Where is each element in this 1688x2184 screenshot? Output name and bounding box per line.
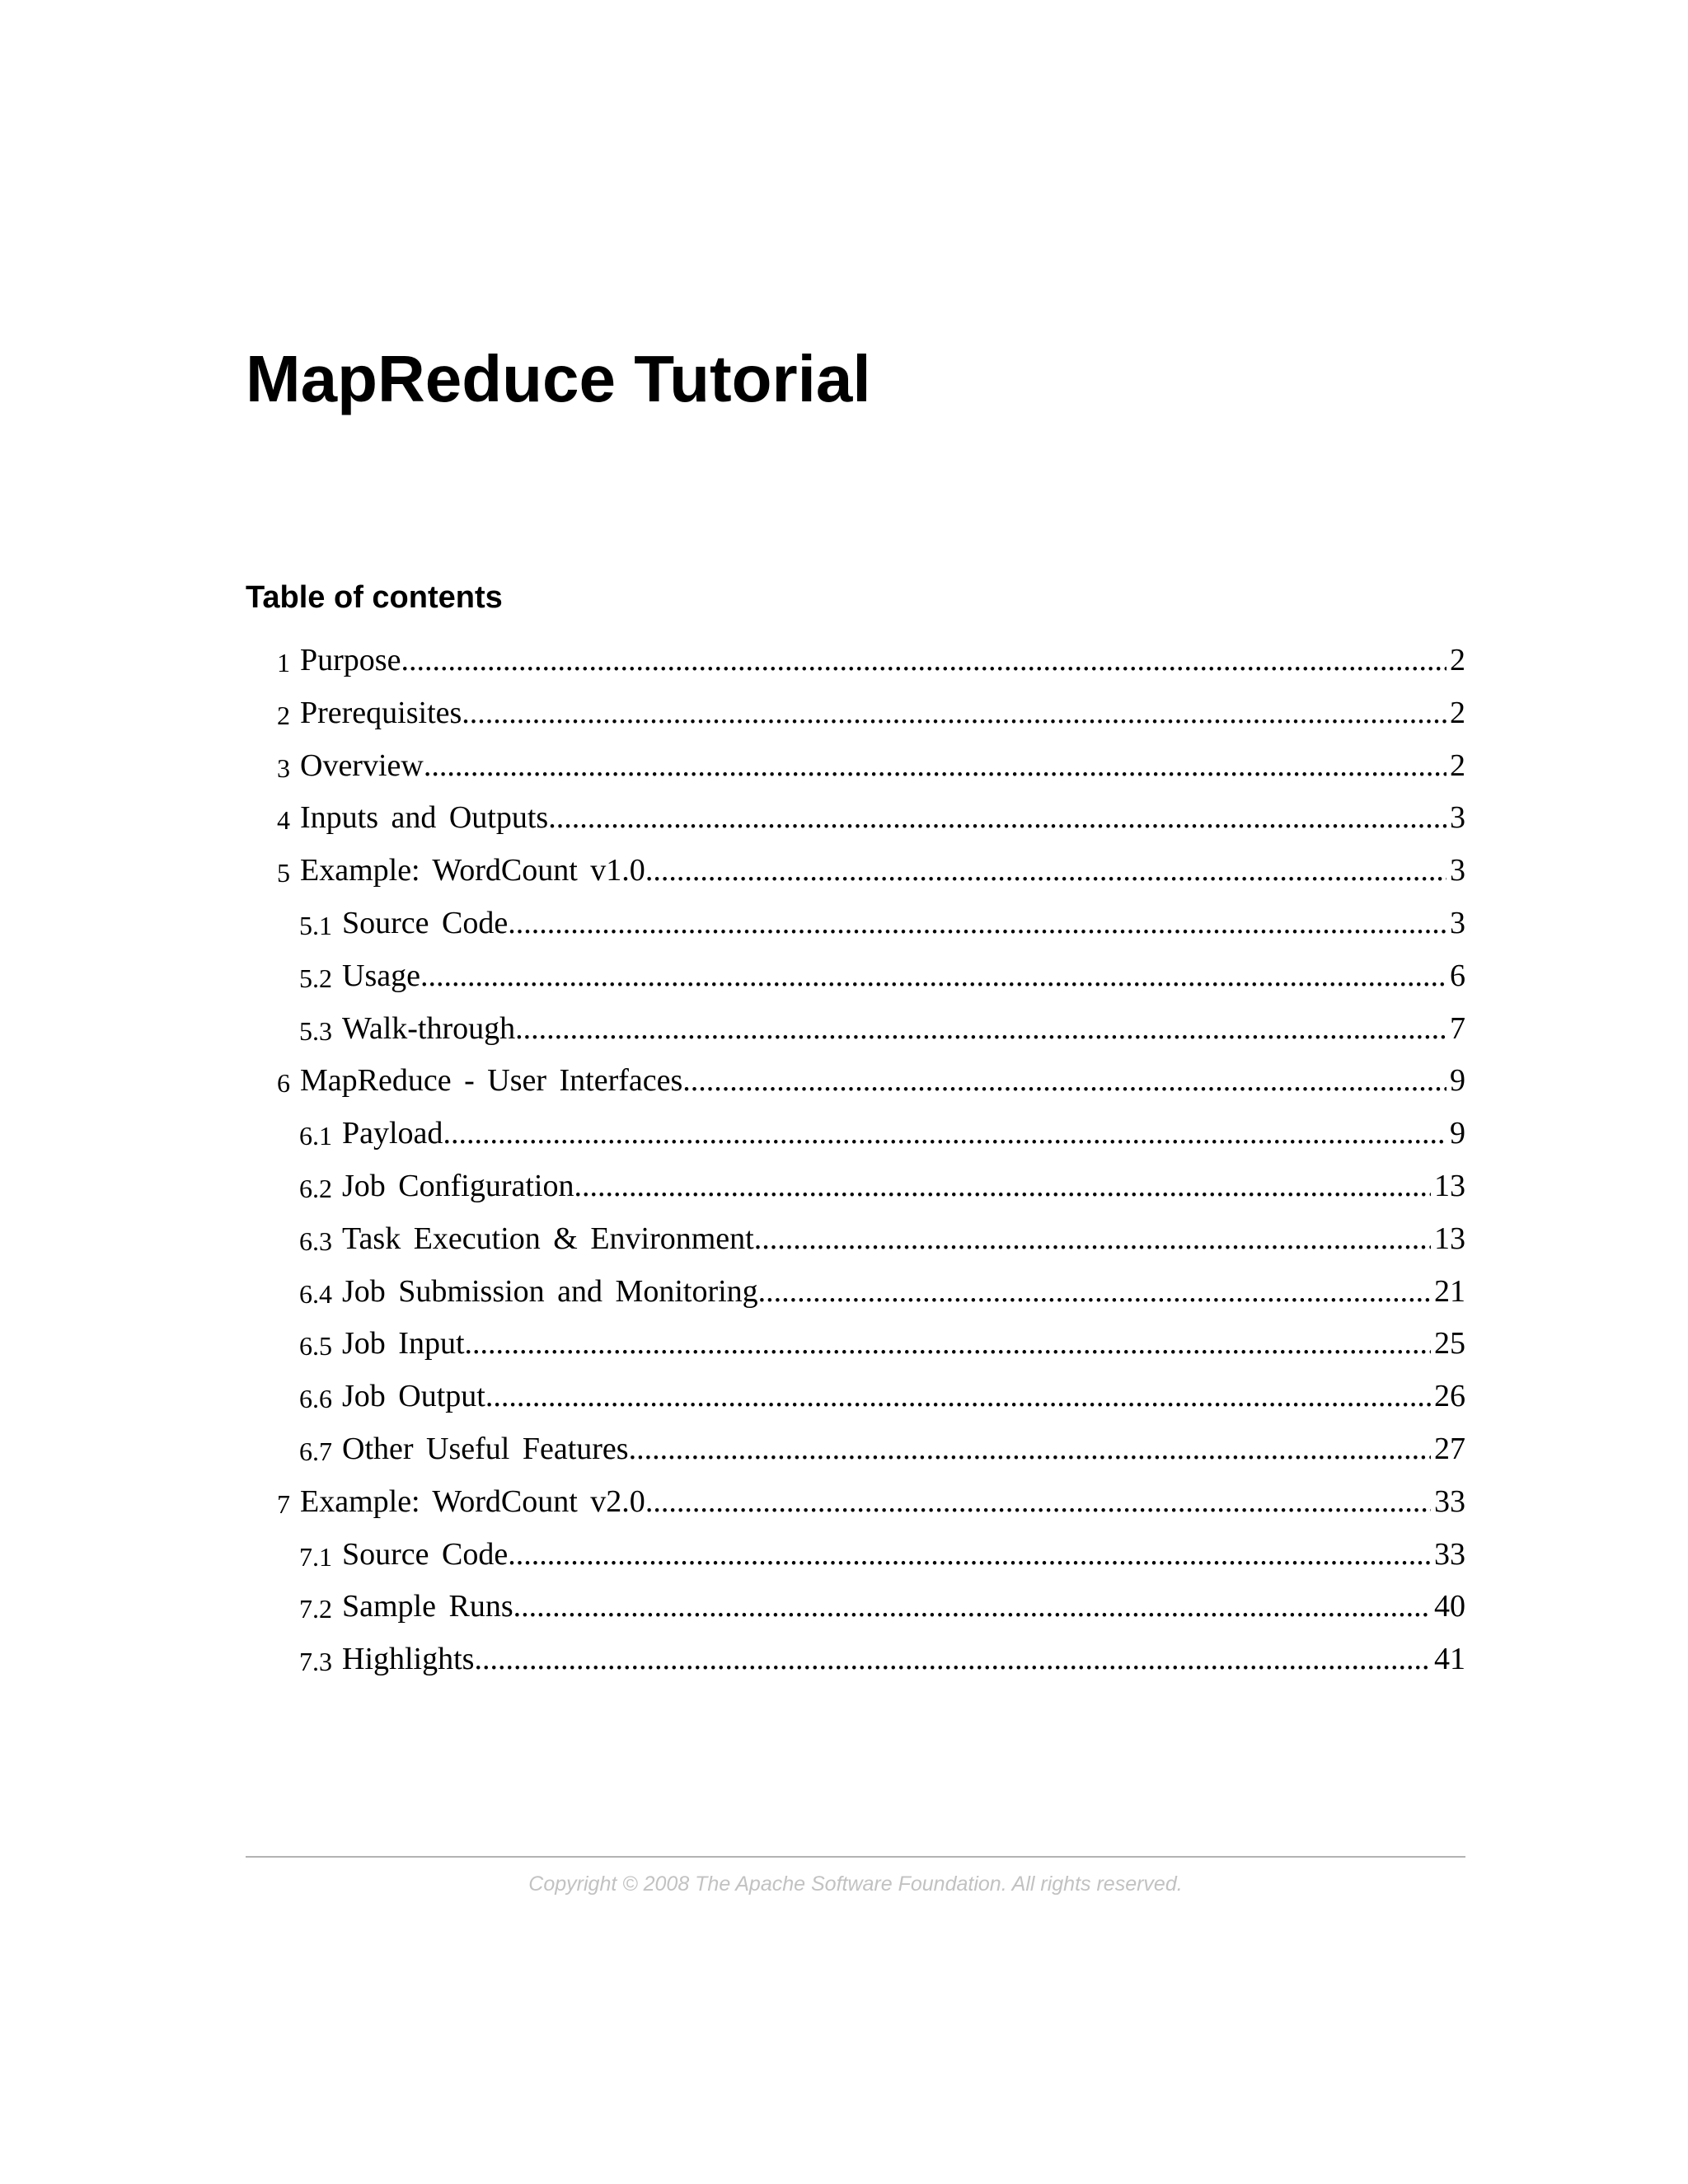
dot-leader — [515, 1013, 1447, 1044]
toc-entry-page: 25 — [1434, 1326, 1465, 1361]
toc-entry-number: 6.7 — [299, 1436, 332, 1466]
toc-entry-label[interactable]: Job Input — [342, 1326, 465, 1361]
dot-leader — [443, 1118, 1447, 1149]
toc-entry-label[interactable]: Walk-through — [342, 1010, 516, 1046]
dot-leader — [420, 960, 1447, 991]
toc-entry-label[interactable]: Source Code — [342, 1536, 509, 1572]
toc-entry[interactable] — [277, 790, 1465, 836]
toc-entry-number: 4 — [277, 805, 290, 836]
toc-entry[interactable] — [299, 1106, 1465, 1149]
dot-leader — [645, 855, 1447, 886]
toc-entry-label[interactable]: Prerequisites — [300, 695, 462, 730]
toc-entry-number: 6.1 — [299, 1121, 332, 1151]
dot-leader — [508, 907, 1447, 939]
toc-entry[interactable] — [299, 1527, 1465, 1570]
toc-entry-page: 6 — [1450, 958, 1465, 993]
dot-leader — [758, 1276, 1431, 1307]
toc-entry[interactable] — [299, 1316, 1465, 1359]
toc-entry-label[interactable]: Other Useful Features — [342, 1432, 629, 1466]
toc-entry-number: 7.3 — [299, 1647, 332, 1677]
toc-entry-label[interactable]: MapReduce - User Interfaces — [300, 1063, 683, 1099]
toc-entry-label[interactable]: Usage — [342, 958, 420, 993]
toc-entry-page: 3 — [1450, 853, 1465, 888]
toc-entry-label[interactable]: Inputs and Outputs — [300, 800, 549, 836]
toc-entry-label[interactable]: Sample Runs — [342, 1589, 513, 1624]
dot-leader — [548, 802, 1447, 833]
toc-entry-page: 21 — [1434, 1273, 1465, 1309]
toc-entry-number: 5.1 — [299, 911, 332, 940]
toc-entry-page: 9 — [1450, 1116, 1465, 1151]
toc-entry-number: 5.3 — [299, 1015, 332, 1046]
toc-entry[interactable] — [277, 843, 1465, 886]
toc-entry-number: 6.6 — [299, 1384, 332, 1414]
toc-entry[interactable] — [277, 738, 1465, 781]
dot-leader — [629, 1433, 1431, 1465]
toc-entry-label[interactable]: Highlights — [342, 1642, 475, 1677]
toc-entry[interactable] — [299, 896, 1465, 939]
toc-entry[interactable] — [277, 686, 1465, 729]
dot-leader — [424, 750, 1447, 781]
toc-entry-page: 3 — [1450, 800, 1465, 836]
toc-entry-page: 41 — [1434, 1642, 1465, 1677]
toc-entry-page: 7 — [1450, 1010, 1465, 1046]
toc-entry-page: 33 — [1434, 1483, 1465, 1519]
dot-leader — [754, 1223, 1431, 1254]
toc-entry-page: 40 — [1434, 1589, 1465, 1624]
dot-leader — [682, 1065, 1447, 1096]
dot-leader — [474, 1643, 1431, 1675]
toc-entry-number: 5.2 — [299, 963, 332, 993]
toc-entry-number: 7 — [277, 1488, 290, 1519]
toc-entry-number: 2 — [277, 700, 290, 730]
dot-leader — [462, 697, 1447, 729]
toc-entry-label[interactable]: Example: WordCount v2.0 — [300, 1483, 645, 1519]
toc-entry[interactable] — [277, 633, 1465, 676]
toc-entry-page: 13 — [1434, 1169, 1465, 1203]
toc-entry[interactable] — [299, 1001, 1465, 1044]
toc-entry-page: 13 — [1434, 1221, 1465, 1256]
dot-leader — [645, 1486, 1431, 1517]
toc-entry-label[interactable]: Source Code — [342, 906, 509, 940]
toc-entry-page: 27 — [1434, 1432, 1465, 1466]
toc-heading: Table of contents — [246, 580, 503, 615]
toc-entry-number: 6 — [277, 1068, 290, 1099]
toc-entry-page: 3 — [1450, 906, 1465, 940]
toc-entry-label[interactable]: Job Output — [342, 1379, 485, 1414]
toc-entry-number: 5 — [277, 858, 290, 888]
toc-entry-page: 9 — [1450, 1063, 1465, 1099]
toc-entry[interactable] — [299, 1369, 1465, 1412]
toc-entry-label[interactable]: Example: WordCount v1.0 — [300, 853, 645, 888]
toc-entry[interactable] — [299, 1212, 1465, 1254]
dot-leader — [574, 1170, 1431, 1202]
footer-divider — [246, 1856, 1465, 1858]
toc-entry[interactable] — [299, 1422, 1465, 1465]
toc-entry-number: 1 — [277, 648, 290, 677]
toc-entry-page: 33 — [1434, 1536, 1465, 1572]
toc-entry-page: 26 — [1434, 1379, 1465, 1414]
toc-entry[interactable] — [299, 1264, 1465, 1307]
toc-entry[interactable] — [299, 1579, 1465, 1622]
toc-entry-number: 7.1 — [299, 1541, 332, 1572]
dot-leader — [401, 644, 1447, 676]
copyright-notice: Copyright © 2008 The Apache Software Foundation. All rights reserved. — [528, 1872, 1183, 1896]
toc-entry[interactable] — [277, 1474, 1465, 1517]
toc-entry-label[interactable]: Payload — [342, 1116, 443, 1151]
toc-entry-page: 2 — [1450, 643, 1465, 677]
toc-entry-page: 2 — [1450, 748, 1465, 783]
toc-entry[interactable] — [299, 1159, 1465, 1202]
toc-entry-page: 2 — [1450, 695, 1465, 730]
toc-entry-label[interactable]: Overview — [300, 748, 424, 783]
toc-entry[interactable] — [299, 949, 1465, 991]
toc-entry-label[interactable]: Job Submission and Monitoring — [342, 1273, 758, 1309]
dot-leader — [513, 1591, 1431, 1622]
toc-entry-label[interactable]: Task Execution & Environment — [342, 1221, 754, 1256]
dot-leader — [465, 1328, 1432, 1359]
toc-entry[interactable] — [277, 1053, 1465, 1099]
dot-leader — [508, 1539, 1431, 1570]
toc-entry-number: 6.2 — [299, 1174, 332, 1203]
toc-entry-label[interactable]: Purpose — [300, 643, 401, 677]
dot-leader — [485, 1380, 1431, 1412]
toc-entry-number: 6.3 — [299, 1226, 332, 1256]
toc-entry-label[interactable]: Job Configuration — [342, 1169, 574, 1203]
toc-entry-number: 6.4 — [299, 1278, 332, 1309]
toc-entry[interactable] — [299, 1632, 1465, 1675]
toc-entry-number: 6.5 — [299, 1331, 332, 1361]
toc-entry-number: 3 — [277, 752, 290, 783]
document-title: MapReduce Tutorial — [246, 342, 871, 415]
toc-entry-number: 7.2 — [299, 1594, 332, 1624]
